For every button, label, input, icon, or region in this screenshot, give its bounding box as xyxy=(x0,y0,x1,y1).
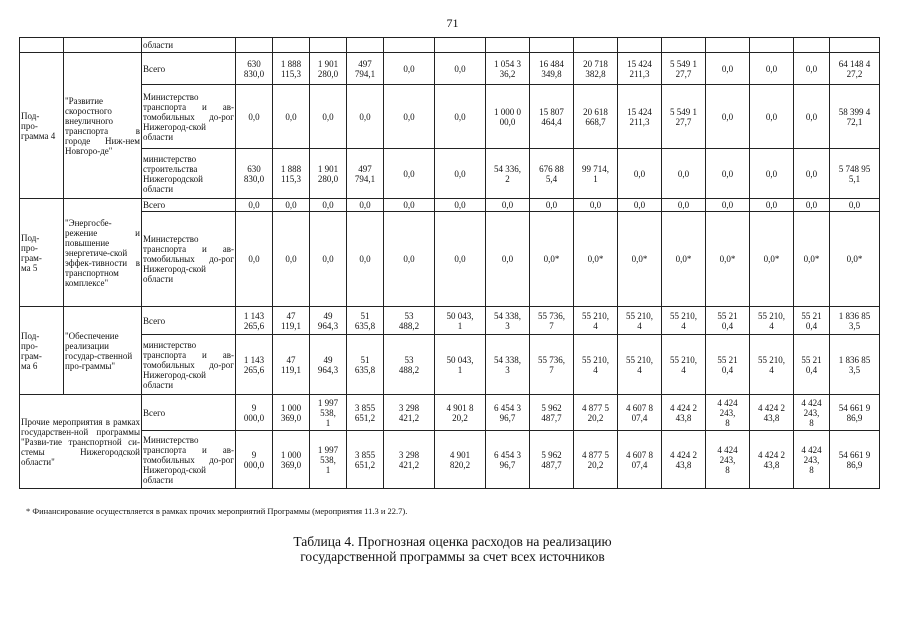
value-cell: 0,0 xyxy=(435,212,486,307)
value-cell: 0,0 xyxy=(273,199,310,212)
value-cell: 9 000,0 xyxy=(236,395,273,431)
value-cell: 5 748 95 5,1 xyxy=(830,149,880,199)
value-cell: 0,0 xyxy=(347,199,384,212)
table-row xyxy=(20,395,880,431)
value-cell: 0,0 xyxy=(750,85,794,149)
value-cell: 1 901 280,0 xyxy=(310,53,347,85)
table-cell xyxy=(435,38,486,53)
value-cell: 9 000,0 xyxy=(236,431,273,489)
value-cell: 0,0 xyxy=(530,199,574,212)
value-cell: 4 607 8 07,4 xyxy=(618,431,662,489)
value-cell: 51 635,8 xyxy=(347,307,384,335)
value-cell: 6 454 3 96,7 xyxy=(486,431,530,489)
value-cell: 0,0* xyxy=(618,212,662,307)
value-cell: 55 210, 4 xyxy=(750,335,794,395)
value-cell: 53 488,2 xyxy=(384,335,435,395)
value-cell: 0,0 xyxy=(830,199,880,212)
table-cell xyxy=(574,38,618,53)
value-cell: 1 836 85 3,5 xyxy=(830,307,880,335)
subprogram-name: Под- про- грам- ма 6 xyxy=(20,307,64,395)
value-cell: 4 877 5 20,2 xyxy=(574,395,618,431)
value-cell: 0,0 xyxy=(384,149,435,199)
value-cell: 0,0 xyxy=(618,199,662,212)
row-label: Всего xyxy=(142,307,236,335)
value-cell: 0,0* xyxy=(750,212,794,307)
subprogram-name: Под- про- грамма 4 xyxy=(20,53,64,199)
value-cell: 4 424 2 43,8 xyxy=(662,395,706,431)
value-cell: 0,0 xyxy=(706,85,750,149)
table-cell xyxy=(750,38,794,53)
row-label: Всего xyxy=(142,199,236,212)
value-cell: 1 054 3 36,2 xyxy=(486,53,530,85)
value-cell: 1 143 265,6 xyxy=(236,307,273,335)
value-cell: 0,0 xyxy=(486,212,530,307)
table-cell xyxy=(618,38,662,53)
value-cell: 16 484 349,8 xyxy=(530,53,574,85)
value-cell: 630 830,0 xyxy=(236,53,273,85)
row-label: Всего xyxy=(142,395,236,431)
value-cell: 20 718 382,8 xyxy=(574,53,618,85)
row-label: Министерство транспорта и ав-томобильных до-рог Нижегород-ской области xyxy=(142,431,236,489)
value-cell: 58 399 4 72,1 xyxy=(830,85,880,149)
value-cell: 1 901 280,0 xyxy=(310,149,347,199)
value-cell: 497 794,1 xyxy=(347,149,384,199)
value-cell: 0,0 xyxy=(384,199,435,212)
group-name: Прочие мероприятия в рамках государствен-ной программы "Разви-тие транспортной си-стемы Нижегородской области" xyxy=(20,395,142,489)
value-cell: 1 997 538, 1 xyxy=(310,431,347,489)
table-cell xyxy=(530,38,574,53)
value-cell: 55 210, 4 xyxy=(618,335,662,395)
value-cell: 0,0 xyxy=(435,149,486,199)
value-cell: 0,0 xyxy=(435,199,486,212)
value-cell: 54 661 9 86,9 xyxy=(830,431,880,489)
value-cell: 1 997 538, 1 xyxy=(310,395,347,431)
value-cell: 5 962 487,7 xyxy=(530,431,574,489)
row-label: министерство транспорта и ав-томобильных до-рог Нижегород-ской области xyxy=(142,335,236,395)
value-cell: 1 888 115,3 xyxy=(273,149,310,199)
value-cell: 0,0 xyxy=(384,53,435,85)
value-cell: 0,0* xyxy=(794,212,830,307)
value-cell: 0,0 xyxy=(435,85,486,149)
row-label: Министерство транспорта и ав-томобильных до-рог Нижегород-ской области xyxy=(142,85,236,149)
value-cell: 55 210, 4 xyxy=(662,335,706,395)
value-cell: 4 901 820,2 xyxy=(435,431,486,489)
table-cell xyxy=(64,38,142,53)
value-cell: 55 736, 7 xyxy=(530,335,574,395)
value-cell: 3 298 421,2 xyxy=(384,395,435,431)
row-label: министерство строительства Нижегородской области xyxy=(142,149,236,199)
table-caption xyxy=(0,534,905,564)
value-cell: 0,0* xyxy=(574,212,618,307)
table-cell xyxy=(486,38,530,53)
value-cell: 55 210, 4 xyxy=(574,307,618,335)
table-cell xyxy=(384,38,435,53)
value-cell: 0,0 xyxy=(384,85,435,149)
value-cell: 0,0 xyxy=(347,85,384,149)
value-cell: 4 901 8 20,2 xyxy=(435,395,486,431)
value-cell: 0,0 xyxy=(236,85,273,149)
value-cell: 4 424 2 43,8 xyxy=(750,431,794,489)
value-cell: 15 424 211,3 xyxy=(618,85,662,149)
value-cell: 676 88 5,4 xyxy=(530,149,574,199)
value-cell: 0,0 xyxy=(750,199,794,212)
value-cell: 4 877 5 20,2 xyxy=(574,431,618,489)
value-cell: 0,0 xyxy=(236,199,273,212)
value-cell: 54 338, 3 xyxy=(486,307,530,335)
value-cell: 0,0 xyxy=(574,199,618,212)
value-cell: 4 607 8 07,4 xyxy=(618,395,662,431)
value-cell: 15 424 211,3 xyxy=(618,53,662,85)
value-cell: 99 714, 1 xyxy=(574,149,618,199)
value-cell: 54 338, 3 xyxy=(486,335,530,395)
value-cell: 5 962 487,7 xyxy=(530,395,574,431)
value-cell: 55 736, 7 xyxy=(530,307,574,335)
value-cell: 1 836 85 3,5 xyxy=(830,335,880,395)
value-cell: 5 549 1 27,7 xyxy=(662,53,706,85)
value-cell: 50 043, 1 xyxy=(435,307,486,335)
value-cell: 1 000 0 00,0 xyxy=(486,85,530,149)
value-cell: 0,0* xyxy=(830,212,880,307)
row-label: Всего xyxy=(142,53,236,85)
value-cell: 0,0 xyxy=(794,53,830,85)
table-cell xyxy=(794,38,830,53)
value-cell: 1 888 115,3 xyxy=(273,53,310,85)
value-cell: 0,0 xyxy=(273,212,310,307)
expenses-table xyxy=(19,37,880,489)
value-cell: 0,0 xyxy=(706,53,750,85)
value-cell: 0,0 xyxy=(794,149,830,199)
row-label: области xyxy=(142,38,236,53)
table-row xyxy=(20,431,880,489)
value-cell: 55 21 0,4 xyxy=(794,335,830,395)
value-cell: 4 424 243, 8 xyxy=(706,395,750,431)
table-row xyxy=(20,335,880,395)
value-cell: 0,0 xyxy=(310,199,347,212)
value-cell: 630 830,0 xyxy=(236,149,273,199)
value-cell: 20 618 668,7 xyxy=(574,85,618,149)
row-label: Министерство транспорта и ав-томобильных до-рог Нижегород-ской области xyxy=(142,212,236,307)
table-row xyxy=(20,212,880,307)
table-row xyxy=(20,85,880,149)
value-cell: 4 424 243, 8 xyxy=(706,431,750,489)
value-cell: 49 964,3 xyxy=(310,307,347,335)
table-cell xyxy=(662,38,706,53)
value-cell: 0,0 xyxy=(662,149,706,199)
value-cell: 0,0 xyxy=(435,53,486,85)
table-row xyxy=(20,38,880,53)
table-row xyxy=(20,149,880,199)
table-cell xyxy=(830,38,880,53)
table-cell xyxy=(706,38,750,53)
value-cell: 0,0 xyxy=(706,149,750,199)
value-cell: 0,0 xyxy=(794,199,830,212)
value-cell: 50 043, 1 xyxy=(435,335,486,395)
value-cell: 51 635,8 xyxy=(347,335,384,395)
page-number: 71 xyxy=(446,16,459,30)
value-cell: 0,0 xyxy=(750,53,794,85)
value-cell: 3 855 651,2 xyxy=(347,431,384,489)
table-row xyxy=(20,199,880,212)
value-cell: 1 143 265,6 xyxy=(236,335,273,395)
value-cell: 0,0* xyxy=(706,212,750,307)
value-cell: 54 336, 2 xyxy=(486,149,530,199)
value-cell: 0,0 xyxy=(794,85,830,149)
table-cell xyxy=(20,38,64,53)
value-cell: 64 148 4 27,2 xyxy=(830,53,880,85)
value-cell: 0,0* xyxy=(530,212,574,307)
value-cell: 47 119,1 xyxy=(273,307,310,335)
value-cell: 497 794,1 xyxy=(347,53,384,85)
value-cell: 0,0 xyxy=(384,212,435,307)
caption-line: Таблица 4. Прогнозная оценка расходов на реализацию xyxy=(293,534,612,549)
value-cell: 53 488,2 xyxy=(384,307,435,335)
value-cell: 0,0 xyxy=(310,212,347,307)
value-cell: 0,0 xyxy=(706,199,750,212)
caption-line: государственной программы за счет всех источников xyxy=(300,549,605,564)
value-cell: 0,0 xyxy=(310,85,347,149)
value-cell: 55 210, 4 xyxy=(618,307,662,335)
value-cell: 0,0 xyxy=(750,149,794,199)
subprogram-title: "Обеспечение реализации государ-ственной про-граммы" xyxy=(64,307,142,395)
footnote: * Финансирование осуществляется в рамках прочих мероприятий Программы (мероприятия 11.3 и 22.7). xyxy=(26,506,408,516)
value-cell: 0,0 xyxy=(347,212,384,307)
value-cell: 4 424 2 43,8 xyxy=(750,395,794,431)
value-cell: 1 000 369,0 xyxy=(273,431,310,489)
table-row xyxy=(20,53,880,85)
value-cell: 0,0* xyxy=(662,212,706,307)
value-cell: 54 661 9 86,9 xyxy=(830,395,880,431)
table-cell xyxy=(310,38,347,53)
subprogram-name: Под- про- грам- ма 5 xyxy=(20,199,64,307)
value-cell: 0,0 xyxy=(273,85,310,149)
value-cell: 49 964,3 xyxy=(310,335,347,395)
value-cell: 15 807 464,4 xyxy=(530,85,574,149)
value-cell: 3 855 651,2 xyxy=(347,395,384,431)
subprogram-title: "Энергосбе-режение и повышение энергетиче-ской эффек-тивности в транспортном комплексе" xyxy=(64,199,142,307)
subprogram-title: "Развитие скоростного внеуличного транспорта в городе Ниж-нем Новгоро-де" xyxy=(64,53,142,199)
value-cell: 55 21 0,4 xyxy=(794,307,830,335)
value-cell: 4 424 243, 8 xyxy=(794,395,830,431)
table-cell xyxy=(273,38,310,53)
value-cell: 55 21 0,4 xyxy=(706,335,750,395)
value-cell: 6 454 3 96,7 xyxy=(486,395,530,431)
value-cell: 55 210, 4 xyxy=(750,307,794,335)
value-cell: 0,0 xyxy=(486,199,530,212)
value-cell: 1 000 369,0 xyxy=(273,395,310,431)
value-cell: 0,0 xyxy=(618,149,662,199)
table-cell xyxy=(347,38,384,53)
value-cell: 55 21 0,4 xyxy=(706,307,750,335)
value-cell: 0,0 xyxy=(662,199,706,212)
value-cell: 55 210, 4 xyxy=(574,335,618,395)
value-cell: 3 298 421,2 xyxy=(384,431,435,489)
value-cell: 55 210, 4 xyxy=(662,307,706,335)
table-row xyxy=(20,307,880,335)
value-cell: 0,0 xyxy=(236,212,273,307)
value-cell: 4 424 243, 8 xyxy=(794,431,830,489)
value-cell: 47 119,1 xyxy=(273,335,310,395)
table-cell xyxy=(236,38,273,53)
value-cell: 5 549 1 27,7 xyxy=(662,85,706,149)
value-cell: 4 424 2 43,8 xyxy=(662,431,706,489)
